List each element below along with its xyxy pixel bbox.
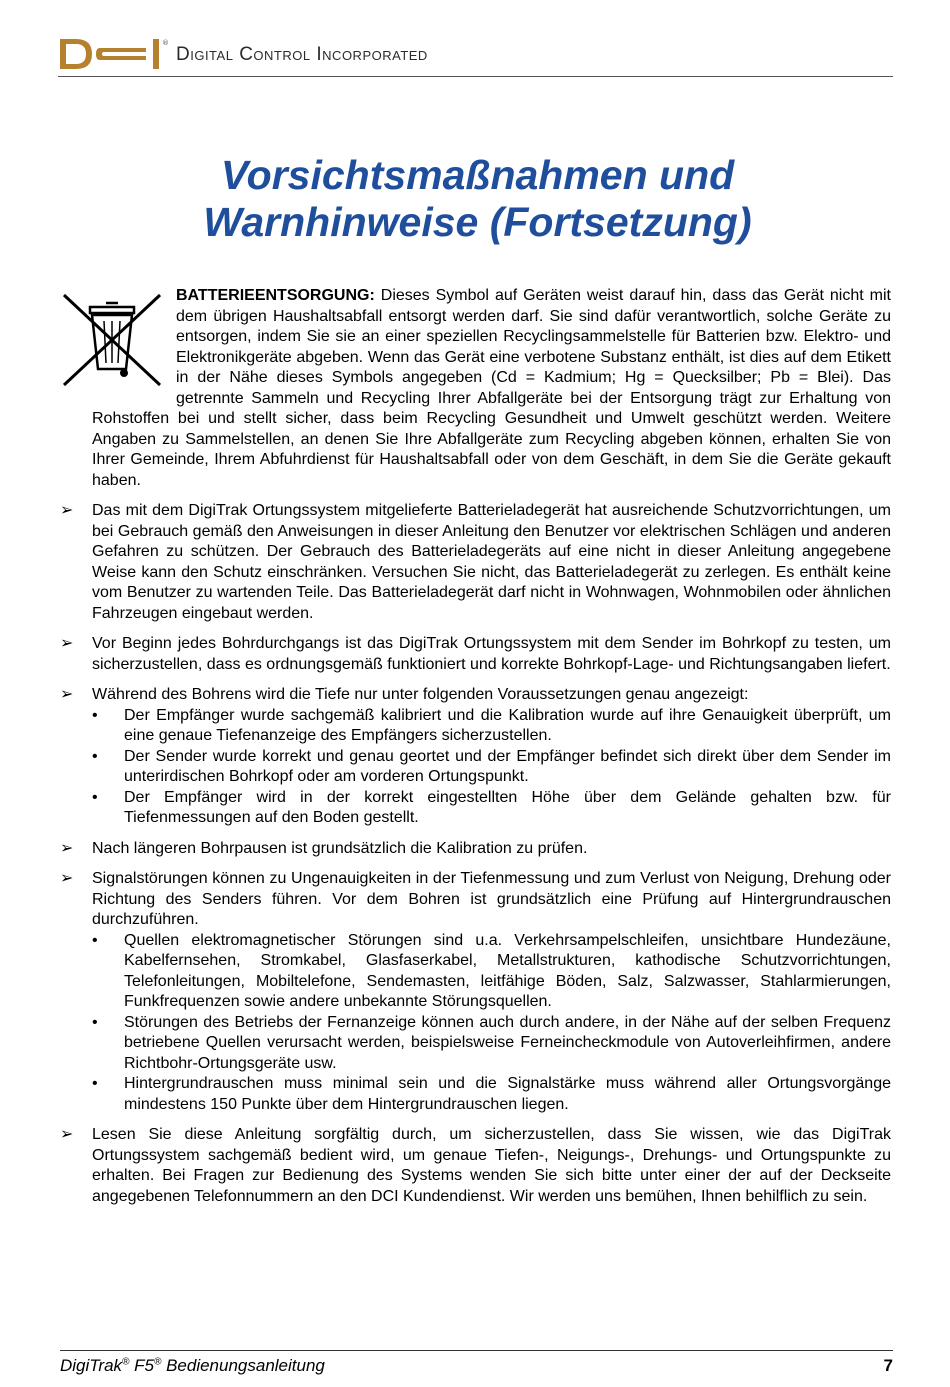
dci-logo-icon [58,36,168,72]
list-item [60,1125,891,1207]
battery-disposal-section [92,286,891,491]
registered-mark: ® [122,1356,130,1368]
arrow-bullet-icon: ➢ [60,1126,74,1143]
sub-list-item-text: Hintergrundrauschen muss minimal sein und die Signalstärke muss während aller Ortungsvorgänge mindestens 150 Punkte über dem Hintergrundrauschen liegen. [124,1075,891,1113]
dot-bullet-icon: • [92,1013,98,1031]
sub-list-item-text: Der Empfänger wurde sachgemäß kalibriert und die Kalibration wurde auf ihre Genauigkeit überprüft, um eine genaue Tiefenanzeige des Empfängers sicherzustellen. [124,706,891,744]
battery-disposal-heading: BATTERIEENTSORGUNG: [176,287,375,304]
sub-list [92,706,891,829]
list-item [60,634,891,675]
footer-model: F5 [129,1356,154,1375]
page-title [60,152,895,246]
sub-list-item [92,788,891,829]
footer-title [60,1356,325,1376]
dot-bullet-icon: • [92,931,98,949]
company-name: Digital Control Incorporated [176,44,428,65]
list-item-text: Vor Beginn jedes Bohrdurchgangs ist das DigiTrak Ortungssystem mit dem Sender im Bohrkopf zu testen, um sicherzustellen, dass es ordnungsgemäß funktioniert und korrekte Bohrkopf-Lage- und Richtungsangaben liefert. [92,635,891,673]
sub-list-item [92,1074,891,1115]
arrow-bullet-icon: ➢ [60,635,74,652]
list-item [60,839,891,860]
list-item-text: Das mit dem DigiTrak Ortungssystem mitgelieferte Batterieladegerät hat ausreichende Schutzvorrichtungen, um bei Gebrauch gemäß den Anweisungen in dieser Anleitung den Benutzer vor elektrischen Schlägen und anderen Gefahren zu schützen. Der Gebrauch des Batterieladegeräts auf eine nicht in dieser Anleitung angegebene Weise kann den Schutz einschränken. Versuchen Sie nicht, das Batterieladegerät zu zerlegen. Es enthält keine vom Benutzer zu wartenden Teile. Das Batterieladegerät darf nicht in Wohnwagen, Wohnmobilen oder ähnlichen Fahrzeugen eingebaut werden. [92,502,891,622]
header-rule [58,76,893,77]
sub-list-item-text: Störungen des Betriebs der Fernanzeige können auch durch andere, in der Nähe auf der selben Frequenz betriebene Quellen verursacht werden, beispielsweise Ferneincheckmodule von Autoverleihfirmen, andere Richtbohr-Ortungsgeräte usw. [124,1013,891,1072]
sub-list-item-text: Quellen elektromagnetischer Störungen sind u.a. Verkehrsampelschleifen, unsichtbare Hundezäune, Kabelfernsehen, Stromkabel, Glasfaserkabel, Metallstrukturen, kathodische Schutzvorrichtungen, Telefonleitungen, Mobiltelefone, Sendemasten, leitfähige Böden, Salz, Salzwasser, Stahlarmierungen, Funkfrequenzen sowie andere unbekannte Störungsquellen. [124,931,891,1010]
list-item [60,501,891,624]
dot-bullet-icon: • [92,706,98,724]
sub-list [92,931,891,1116]
page-number: 7 [883,1356,893,1375]
arrow-bullet-icon: ➢ [60,839,74,857]
arrow-bullet-icon: ➢ [60,686,74,703]
dot-bullet-icon: • [92,747,98,765]
main-content [60,286,891,1207]
list-item [60,685,891,829]
list-item-text: Signalstörungen können zu Ungenauigkeiten in der Tiefenmessung und zum Verlust von Neigung, Drehung oder Richtung des Senders führen. Vor dem Bohren ist grundsätzlich eine Prüfung auf Hintergrundrauschen durchzuführen. [92,870,891,928]
title-line-1: Vorsichtsmaßnahmen und [220,152,735,198]
footer-suffix: Bedienungsanleitung [161,1356,325,1375]
registered-mark: ® [153,1356,162,1368]
sub-list-item [92,706,891,747]
arrow-bullet-icon: ➢ [60,870,74,887]
sub-list-item-text: Der Sender wurde korrekt und genau geortet und der Empfänger befindet sich direkt über dem Sender im unterirdischen Bohrkopf oder am vorderen Ortungspunkt. [124,747,891,785]
sub-list-item [92,747,891,788]
title-line-2: Warnhinweise (Fortsetzung) [203,199,752,245]
sub-list-item [92,1013,891,1075]
svg-text:®: ® [162,39,169,47]
sub-list-item [92,931,891,1013]
page-header [58,34,893,78]
sub-list-item-text: Der Empfänger wird in der korrekt eingestellten Höhe über dem Gelände gehalten bzw. für Tiefenmessungen auf den Boden gestellt. [124,788,891,826]
list-item-text: Nach längeren Bohrpausen ist grundsätzlich die Kalibration zu prüfen. [92,839,588,857]
dot-bullet-icon: • [92,1075,98,1092]
arrow-bullet-icon: ➢ [60,502,74,519]
battery-disposal-text: Dieses Symbol auf Geräten weist darauf hin, dass das Gerät nicht mit dem übrigen Haushaltsabfall entsorgt werden darf. Sie sind dafür verantwortlich, solche Geräte zu entsorgen, indem Sie sie an einer speziellen Recyclingsammelstelle für Batterien bzw. Elektro- und Elektronikgeräte abgeben. Wenn das Gerät eine verbotene Substanz enthält, ist dies auf dem Etikett in der Nähe dieses Symbols angegeben (Cd = Kadmium; Hg = Quecksilber; Pb = Blei). Das getrennte Sammeln und Recycling Ihrer Abfallgeräte bei der Entsorgung trägt zur Erhaltung von Rohstoffen bei und stellt sicher, dass beim Recycling Gesundheit und Umwelt geschützt werden. Weitere Angaben zu Sammelstellen, an denen Sie Ihre Abfallgeräte zum Recycling abgeben können, erhalten Sie von Ihrer Gemeinde, Ihrem Abfuhrdienst für Haushaltsabfall oder von dem Geschäft, in dem Sie die Geräte gekauft haben. [92,287,891,489]
footer-rule [60,1350,893,1351]
list-item-text: Während des Bohrens wird die Tiefe nur unter folgenden Voraussetzungen genau angezeigt: [92,686,749,703]
list-item-text: Lesen Sie diese Anleitung sorgfältig durch, um sicherzustellen, dass Sie wissen, wie das DigiTrak Ortungssystem sachgemäß bedient wird, um genaue Tiefen-, Neigungs-, Drehungs- und Ortungspunkte zu erhalten. Bei Fragen zur Bedienung des Systems wenden Sie sich bitte unter einer der auf der Deckseite angegebenen Telefonnummern an den DCI Kundendienst. Wir werden uns bemühen, Ihnen behilflich zu sein. [92,1126,891,1205]
dot-bullet-icon: • [92,788,98,806]
crossed-out-wheelie-bin-icon [60,291,164,389]
footer-product: DigiTrak [60,1356,123,1375]
list-item [60,869,891,1115]
